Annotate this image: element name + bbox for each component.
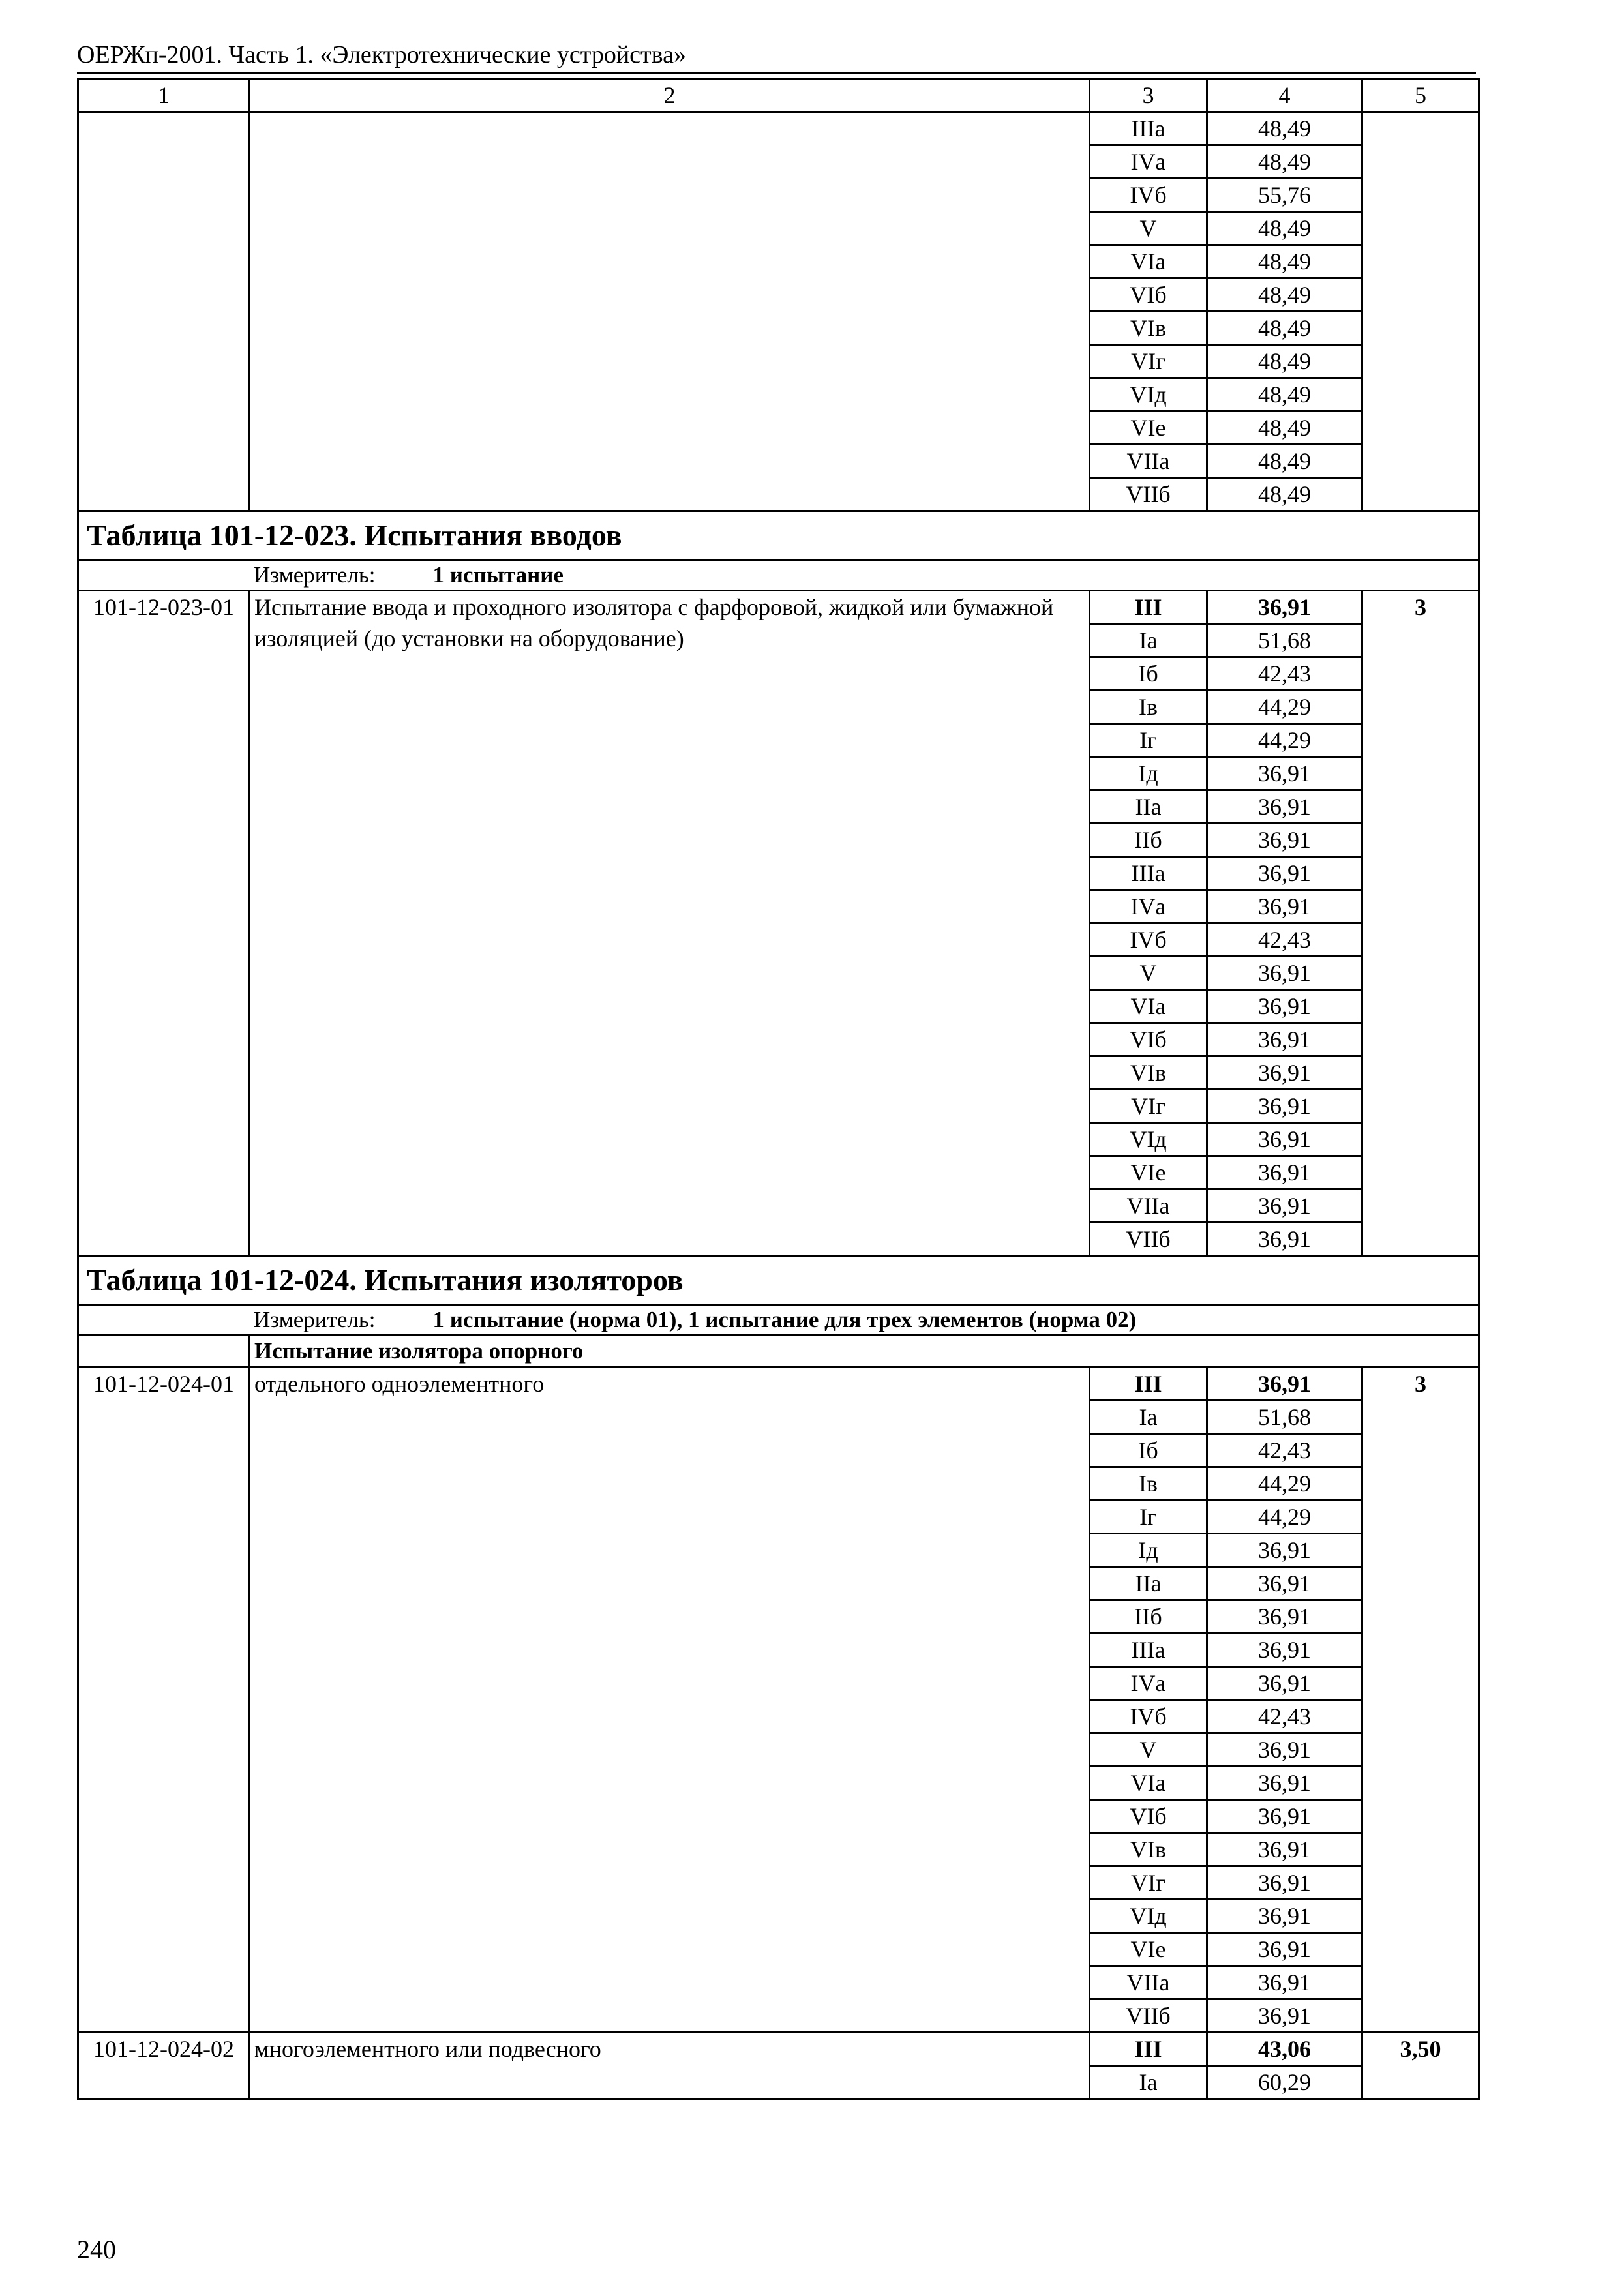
- zone-cell: V: [1090, 212, 1207, 245]
- price-value-cell: 36,91: [1207, 1966, 1362, 1999]
- price-value-cell: 36,91: [1207, 1189, 1362, 1223]
- item-code: 101-12-024-02: [78, 2033, 250, 2099]
- zone-cell: VIг: [1090, 345, 1207, 378]
- item-description: отдельного одноэлементного: [250, 1368, 1090, 2033]
- price-value-cell: 42,43: [1207, 657, 1362, 691]
- price-value-cell: 36,91: [1207, 1534, 1362, 1567]
- item-code: 101-12-023-01: [78, 591, 250, 1256]
- zone-cell: Iа: [1090, 624, 1207, 657]
- price-value-cell: 36,91: [1207, 890, 1362, 923]
- table024-title-row: [78, 1256, 1479, 1305]
- meter-label: Измеритель:: [254, 1307, 376, 1332]
- table023-row: [78, 591, 1479, 624]
- column-number-3: 3: [1090, 79, 1207, 112]
- zone-cell: VIб: [1090, 278, 1207, 312]
- price-value-cell: 36,91: [1207, 1733, 1362, 1767]
- price-value-cell: 55,76: [1207, 179, 1362, 212]
- rate-table-body: [78, 79, 1479, 2099]
- table023-meter-row: [78, 560, 1479, 591]
- header-rule: [77, 72, 1476, 74]
- zone-cell: VIе: [1090, 411, 1207, 445]
- zone-cell: VIа: [1090, 990, 1207, 1023]
- price-value-cell: 36,91: [1207, 1933, 1362, 1966]
- zone-cell: IVа: [1090, 890, 1207, 923]
- zone-cell: Iг: [1090, 724, 1207, 757]
- item-description: Испытание ввода и проходного изолятора с фарфоровой, жидкой или бумажной изоляцией (до установки на оборудование): [250, 591, 1090, 1256]
- zone-cell: IIIа: [1090, 1634, 1207, 1667]
- price-value-cell: 48,49: [1207, 212, 1362, 245]
- price-value-cell: 42,43: [1207, 1434, 1362, 1467]
- continuation-row: [78, 112, 1479, 145]
- zone-cell: VIб: [1090, 1800, 1207, 1833]
- table023-title-row: [78, 511, 1479, 560]
- column-number-2: 2: [250, 79, 1090, 112]
- price-value-cell: 36,91: [1207, 957, 1362, 990]
- zone-cell: IVа: [1090, 145, 1207, 179]
- column-number-5: 5: [1362, 79, 1479, 112]
- page-number: 240: [77, 2235, 116, 2264]
- price-value-cell: 44,29: [1207, 724, 1362, 757]
- price-value-cell: 48,49: [1207, 445, 1362, 478]
- zone-cell: VIв: [1090, 312, 1207, 345]
- zone-cell: VIIб: [1090, 478, 1207, 511]
- zone-cell: IVб: [1090, 923, 1207, 957]
- price-value-cell: 36,91: [1207, 1600, 1362, 1634]
- table024-section-row: [78, 1336, 1479, 1368]
- price-value-cell: 36,91: [1207, 1900, 1362, 1933]
- zone-cell: Iд: [1090, 1534, 1207, 1567]
- meter-label: Измеритель:: [254, 562, 376, 588]
- price-value-cell: 48,49: [1207, 278, 1362, 312]
- price-value-cell: 36,91: [1207, 1833, 1362, 1866]
- zone-cell: Iа: [1090, 2066, 1207, 2099]
- price-value-cell: 36,91: [1207, 824, 1362, 857]
- zone-cell: IIб: [1090, 824, 1207, 857]
- zone-cell: VIб: [1090, 1023, 1207, 1056]
- rank-cell: 3,50: [1362, 2033, 1479, 2099]
- rank-cell: 3: [1362, 1368, 1479, 2033]
- zone-cell: IVа: [1090, 1667, 1207, 1700]
- item-code: [78, 112, 250, 511]
- zone-cell: VIг: [1090, 1866, 1207, 1900]
- price-value-cell: 36,91: [1207, 990, 1362, 1023]
- zone-cell: VIе: [1090, 1933, 1207, 1966]
- zone-cell: VIIб: [1090, 1999, 1207, 2033]
- price-value-cell: 48,49: [1207, 112, 1362, 145]
- zone-cell: Iа: [1090, 1401, 1207, 1434]
- price-value-cell: 42,43: [1207, 1700, 1362, 1733]
- zone-cell: VIв: [1090, 1056, 1207, 1090]
- zone-cell: VIIа: [1090, 1966, 1207, 1999]
- page-header-title: ОЕРЖп-2001. Часть 1. «Электротехнические устройства»: [77, 41, 686, 68]
- zone-cell: IIIа: [1090, 857, 1207, 890]
- price-value-cell: 60,29: [1207, 2066, 1362, 2099]
- price-value-cell: 36,91: [1207, 1368, 1362, 1401]
- zone-cell: VIв: [1090, 1833, 1207, 1866]
- zone-cell: Iг: [1090, 1501, 1207, 1534]
- price-value-cell: 44,29: [1207, 691, 1362, 724]
- zone-cell: Iб: [1090, 1434, 1207, 1467]
- price-value-cell: 48,49: [1207, 312, 1362, 345]
- price-value-cell: 48,49: [1207, 145, 1362, 179]
- price-value-cell: 48,49: [1207, 478, 1362, 511]
- zone-cell: VIIа: [1090, 445, 1207, 478]
- zone-cell: VIа: [1090, 1767, 1207, 1800]
- price-value-cell: 36,91: [1207, 790, 1362, 824]
- price-value-cell: 48,49: [1207, 245, 1362, 278]
- price-value-cell: 42,43: [1207, 923, 1362, 957]
- zone-cell: VIе: [1090, 1156, 1207, 1189]
- zone-cell: V: [1090, 1733, 1207, 1767]
- zone-cell: IVб: [1090, 1700, 1207, 1733]
- price-value-cell: 36,91: [1207, 757, 1362, 790]
- price-value-cell: 43,06: [1207, 2033, 1362, 2066]
- price-value-cell: 36,91: [1207, 1667, 1362, 1700]
- price-value-cell: 36,91: [1207, 1567, 1362, 1600]
- column-number-1: 1: [78, 79, 250, 112]
- zone-cell: Iв: [1090, 1467, 1207, 1501]
- price-value-cell: 51,68: [1207, 1401, 1362, 1434]
- zone-cell: IIа: [1090, 1567, 1207, 1600]
- meter-value: 1 испытание: [432, 562, 564, 588]
- rate-table: [77, 78, 1480, 2100]
- zone-cell: Iв: [1090, 691, 1207, 724]
- price-value-cell: 36,91: [1207, 1223, 1362, 1256]
- price-value-cell: 36,91: [1207, 1123, 1362, 1156]
- price-value-cell: 36,91: [1207, 1156, 1362, 1189]
- meter-cell: [78, 1305, 1479, 1336]
- zone-cell: VIг: [1090, 1090, 1207, 1123]
- rate-table-container: [77, 78, 1478, 2100]
- price-value-cell: 36,91: [1207, 1767, 1362, 1800]
- zone-cell: VIIа: [1090, 1189, 1207, 1223]
- table024-item2-row: [78, 2033, 1479, 2066]
- zone-cell: V: [1090, 957, 1207, 990]
- zone-cell: IIб: [1090, 1600, 1207, 1634]
- table-title: Таблица 101-12-023. Испытания вводов: [78, 511, 1479, 560]
- price-value-cell: 44,29: [1207, 1467, 1362, 1501]
- column-number-4: 4: [1207, 79, 1362, 112]
- price-value-cell: 36,91: [1207, 1023, 1362, 1056]
- price-value-cell: 44,29: [1207, 1501, 1362, 1534]
- item-description: многоэлементного или подвесного: [250, 2033, 1090, 2099]
- rank-cell: [1362, 112, 1479, 511]
- zone-cell: III: [1090, 1368, 1207, 1401]
- zone-cell: III: [1090, 2033, 1207, 2066]
- table024-meter-row: [78, 1305, 1479, 1336]
- zone-cell: VIд: [1090, 1123, 1207, 1156]
- rank-cell: 3: [1362, 591, 1479, 1256]
- price-value-cell: 36,91: [1207, 1866, 1362, 1900]
- column-number-row: [78, 79, 1479, 112]
- section-code-cell: [78, 1336, 250, 1368]
- table-title: Таблица 101-12-024. Испытания изоляторов: [78, 1256, 1479, 1305]
- price-value-cell: 48,49: [1207, 411, 1362, 445]
- zone-cell: VIIб: [1090, 1223, 1207, 1256]
- meter-cell: [78, 560, 1479, 591]
- zone-cell: VIд: [1090, 1900, 1207, 1933]
- table024-item1-row: [78, 1368, 1479, 1401]
- price-value-cell: 48,49: [1207, 378, 1362, 411]
- zone-cell: Iд: [1090, 757, 1207, 790]
- price-value-cell: 48,49: [1207, 345, 1362, 378]
- price-value-cell: 36,91: [1207, 1056, 1362, 1090]
- zone-cell: Iб: [1090, 657, 1207, 691]
- section-title: Испытание изолятора опорного: [250, 1336, 1479, 1368]
- item-description: [250, 112, 1090, 511]
- zone-cell: III: [1090, 591, 1207, 624]
- price-value-cell: 36,91: [1207, 1090, 1362, 1123]
- zone-cell: IIIа: [1090, 112, 1207, 145]
- zone-cell: VIа: [1090, 245, 1207, 278]
- price-value-cell: 36,91: [1207, 857, 1362, 890]
- price-value-cell: 36,91: [1207, 591, 1362, 624]
- zone-cell: IIа: [1090, 790, 1207, 824]
- zone-cell: VIд: [1090, 378, 1207, 411]
- item-code: 101-12-024-01: [78, 1368, 250, 2033]
- zone-cell: IVб: [1090, 179, 1207, 212]
- price-value-cell: 36,91: [1207, 1800, 1362, 1833]
- price-value-cell: 36,91: [1207, 1999, 1362, 2033]
- meter-value: 1 испытание (норма 01), 1 испытание для трех элементов (норма 02): [432, 1307, 1137, 1332]
- price-value-cell: 36,91: [1207, 1634, 1362, 1667]
- price-value-cell: 51,68: [1207, 624, 1362, 657]
